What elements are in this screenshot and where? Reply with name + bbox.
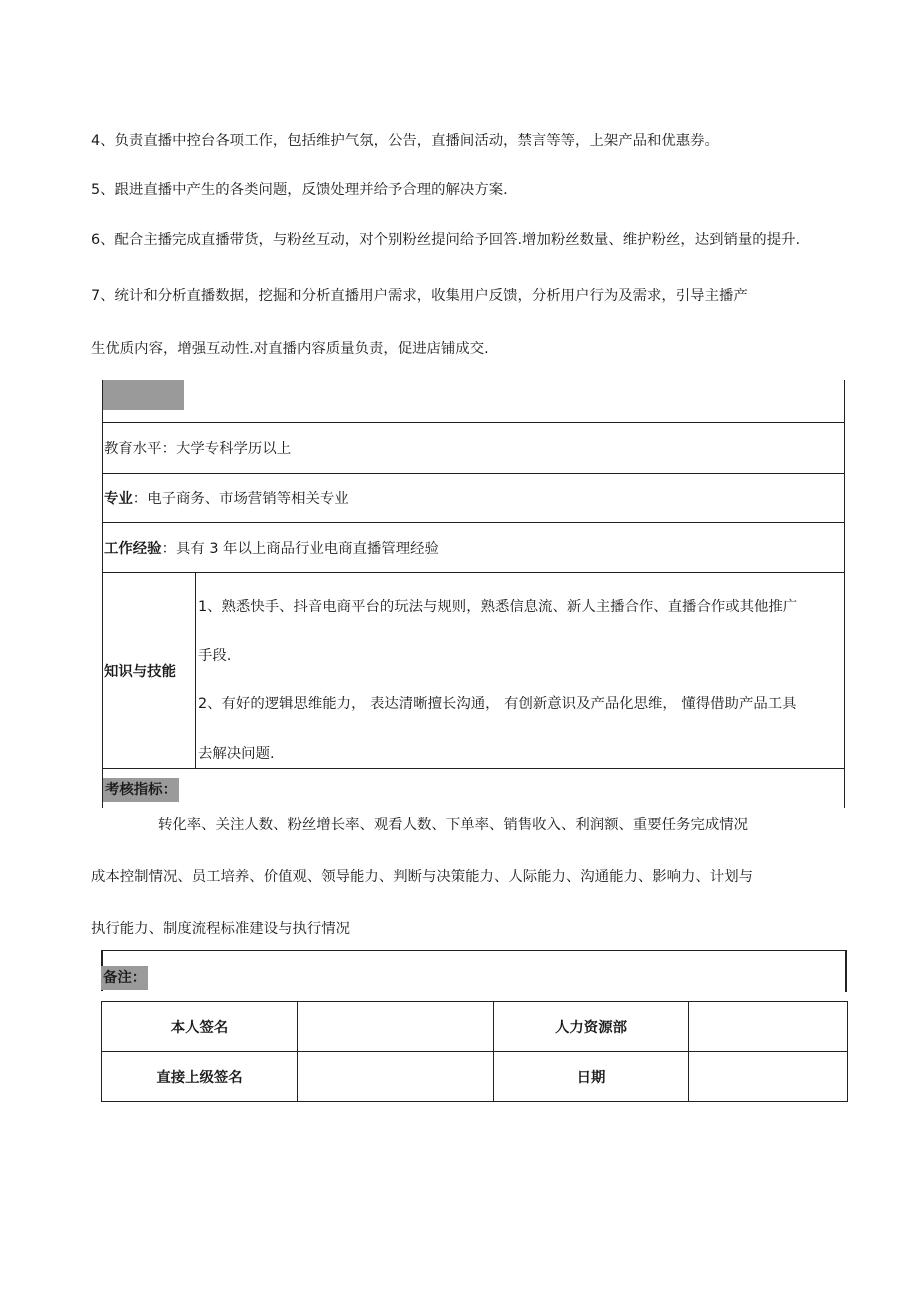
duty-item-6: 6、配合主播完成直播带货，与粉丝互动，对个别粉丝提问给予回答.增加粉丝数量、维护粉丝，达到销量的提升. bbox=[91, 232, 801, 248]
major-value: ：电子商务、市场营销等相关专业 bbox=[132, 491, 349, 507]
education-value: ：大学专科学历以上 bbox=[161, 441, 292, 457]
experience-row bbox=[104, 539, 439, 559]
education-label: 教育水平 bbox=[104, 441, 162, 457]
assessment-line-1: 转化率、关注人数、粉丝增长率、观看人数、下单率、销售收入、利润额、重要任务完成情况 bbox=[158, 817, 749, 833]
major-label: 专业 bbox=[104, 491, 133, 507]
section-header-shade bbox=[103, 380, 184, 410]
hr-dept-field[interactable] bbox=[689, 1002, 848, 1052]
date-field[interactable] bbox=[689, 1052, 848, 1102]
skills-column-divider bbox=[195, 572, 196, 768]
remarks-box bbox=[101, 950, 847, 992]
signature-table bbox=[101, 1001, 848, 1102]
table-border-right bbox=[844, 380, 845, 808]
supervisor-sign-label: 直接上级签名 bbox=[102, 1052, 298, 1102]
assessment-line-2: 成本控制情况、员工培养、价值观、领导能力、判断与决策能力、人际能力、沟通能力、影响力、计划与 bbox=[91, 869, 753, 885]
experience-value: ：具有 3 年以上商品行业电商直播管理经验 bbox=[161, 541, 439, 557]
self-sign-field[interactable] bbox=[298, 1002, 494, 1052]
skills-line-4: 去解决问题. bbox=[198, 746, 275, 762]
table-border-left bbox=[102, 380, 103, 808]
duty-item-7: 7、统计和分析直播数据，挖掘和分析直播用户需求，收集用户反馈，分析用户行为及需求，引导主播产 bbox=[91, 288, 748, 304]
row-divider bbox=[102, 768, 845, 769]
row-divider bbox=[102, 473, 845, 474]
self-sign-label: 本人签名 bbox=[102, 1002, 298, 1052]
date-label: 日期 bbox=[494, 1052, 689, 1102]
duty-item-4: 4、负责直播中控台各项工作，包括维护气氛，公告，直播间活动，禁言等等，上架产品和优惠券。 bbox=[91, 133, 719, 149]
table-row bbox=[102, 1052, 848, 1102]
row-divider bbox=[102, 522, 845, 523]
skills-line-1: 1、熟悉快手、抖音电商平台的玩法与规则，熟悉信息流、新人主播合作、直播合作或其他推广 bbox=[198, 599, 798, 615]
row-divider bbox=[102, 572, 845, 573]
duty-item-7-continued: 生优质内容，增强互动性.对直播内容质量负责，促进店铺成交. bbox=[91, 341, 489, 357]
table-row bbox=[102, 1002, 848, 1052]
row-divider bbox=[102, 422, 845, 423]
skills-label: 知识与技能 bbox=[104, 664, 176, 680]
experience-label: 工作经验 bbox=[104, 541, 162, 557]
skills-line-2: 手段. bbox=[198, 648, 232, 664]
hr-dept-label: 人力资源部 bbox=[494, 1002, 689, 1052]
duty-item-5: 5、跟进直播中产生的各类问题，反馈处理并给予合理的解决方案. bbox=[91, 182, 508, 198]
assessment-line-3: 执行能力、制度流程标准建设与执行情况 bbox=[91, 921, 351, 937]
major-row bbox=[104, 489, 349, 509]
supervisor-sign-field[interactable] bbox=[298, 1052, 494, 1102]
education-row bbox=[104, 439, 291, 459]
skills-line-3: 2、有好的逻辑思维能力， 表达清晰擅长沟通， 有创新意识及产品化思维， 懂得借助产品工具 bbox=[198, 696, 797, 712]
assessment-label: 考核指标： bbox=[103, 778, 179, 802]
remarks-label: 备注： bbox=[101, 966, 148, 990]
